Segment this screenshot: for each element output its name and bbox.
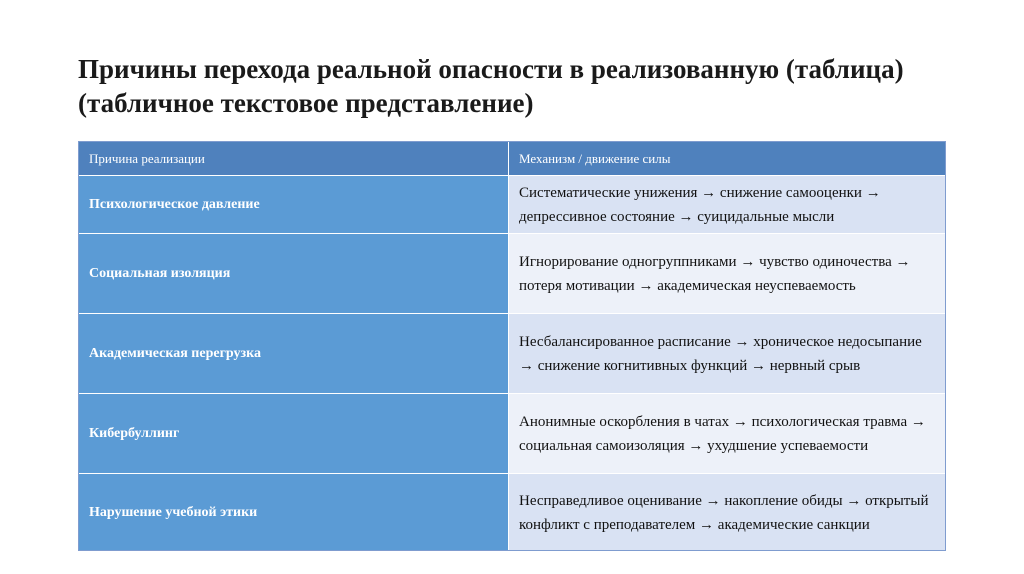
mechanism-cell: Игнорирование одногруппниками → чувство одиночества → потеря мотивации → академическая неуспеваемость bbox=[509, 234, 946, 314]
mechanism-cell: Несбалансированное расписание → хроническое недосыпание → снижение когнитивных функций → нервный срыв bbox=[509, 314, 946, 394]
cause-cell: Академическая перегрузка bbox=[79, 314, 509, 394]
mechanism-cell: Анонимные оскорбления в чатах → психологическая травма → социальная самоизоляция → ухудшение успеваемости bbox=[509, 394, 946, 474]
cause-cell: Психологическое давление bbox=[79, 176, 509, 234]
table-row bbox=[79, 314, 946, 394]
table-row bbox=[79, 176, 946, 234]
causes-table bbox=[78, 141, 946, 552]
table-row bbox=[79, 474, 946, 552]
table-row bbox=[79, 234, 946, 314]
column-header-cause: Причина реализации bbox=[79, 142, 509, 176]
table-header-row bbox=[79, 142, 946, 176]
mechanism-cell: Систематические унижения → снижение самооценки → депрессивное состояние → суицидальные мысли bbox=[509, 176, 946, 234]
causes-table-container bbox=[78, 141, 946, 552]
cause-cell: Нарушение учебной этики bbox=[79, 474, 509, 552]
table-row bbox=[79, 394, 946, 474]
page-title: Причины перехода реальной опасности в реализованную (таблица) (табличное текстовое представление) bbox=[78, 54, 904, 118]
mechanism-cell: Несправедливое оценивание → накопление обиды → открытый конфликт с преподавателем → академические санкции bbox=[509, 474, 946, 552]
column-header-mechanism: Механизм / движение силы bbox=[509, 142, 946, 176]
cause-cell: Кибербуллинг bbox=[79, 394, 509, 474]
cause-cell: Социальная изоляция bbox=[79, 234, 509, 314]
